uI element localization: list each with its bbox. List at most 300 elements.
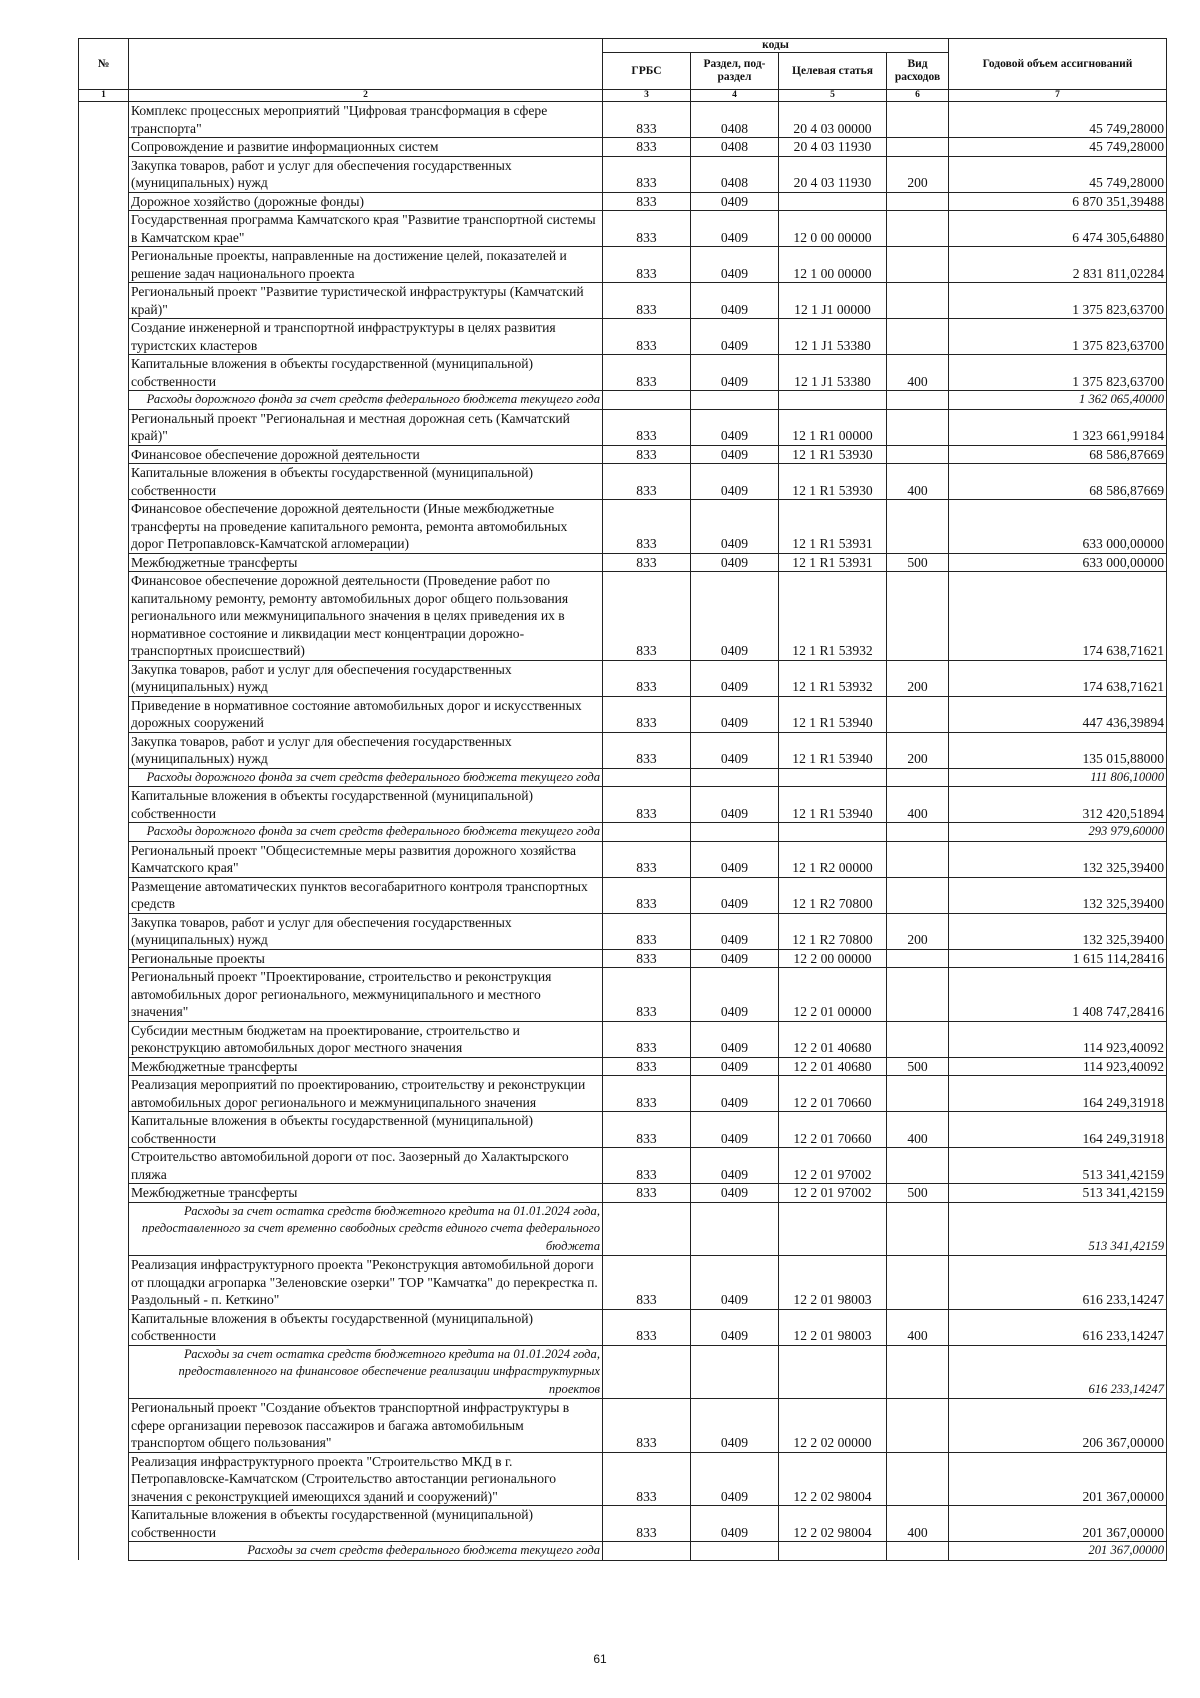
table-row [79, 1452, 1167, 1506]
col-number: 2 [129, 90, 603, 102]
amount-cell: 513 341,42159 [949, 1202, 1167, 1256]
expense-name: Региональный проект "Общесистемные меры развития дорожного хозяйства Камчатского края" [129, 841, 603, 877]
grbs-cell: 833 [603, 1148, 691, 1184]
grbs-cell [603, 768, 691, 787]
section-cell: 0409 [691, 192, 779, 211]
expense-name: Сопровождение и развитие информационных систем [129, 138, 603, 157]
num-cell [79, 787, 129, 823]
table-row [79, 949, 1167, 968]
header-section: Раздел, под-раздел [691, 53, 779, 90]
note-row [79, 823, 1167, 842]
num-cell [79, 768, 129, 787]
num-cell [79, 1256, 129, 1310]
grbs-cell: 833 [603, 247, 691, 283]
expense-name: Региональные проекты [129, 949, 603, 968]
num-cell [79, 1112, 129, 1148]
expense-name: Расходы дорожного фонда за счет средств федерального бюджета текущего года [129, 823, 603, 842]
amount-cell: 45 749,28000 [949, 156, 1167, 192]
section-cell: 0409 [691, 464, 779, 500]
target-cell: 12 1 R1 53932 [779, 572, 887, 661]
target-cell: 12 1 R1 53930 [779, 464, 887, 500]
target-cell: 12 1 00 00000 [779, 247, 887, 283]
num-cell [79, 409, 129, 445]
amount-cell: 174 638,71621 [949, 660, 1167, 696]
header-codes: коды [603, 39, 949, 53]
target-cell: 12 2 01 00000 [779, 968, 887, 1022]
table-row [79, 409, 1167, 445]
grbs-cell [603, 823, 691, 842]
section-cell: 0408 [691, 156, 779, 192]
section-cell: 0409 [691, 1309, 779, 1345]
num-cell [79, 696, 129, 732]
target-cell: 12 1 R2 00000 [779, 841, 887, 877]
header-kind: Вид расходов [887, 53, 949, 90]
section-cell [691, 768, 779, 787]
table-row [79, 1184, 1167, 1203]
kind-cell [887, 841, 949, 877]
target-cell [779, 1345, 887, 1399]
section-cell [691, 1345, 779, 1399]
target-cell: 12 2 02 00000 [779, 1399, 887, 1453]
grbs-cell: 833 [603, 409, 691, 445]
section-cell [691, 823, 779, 842]
expense-name: Расходы дорожного фонда за счет средств федерального бюджета текущего года [129, 768, 603, 787]
amount-cell: 447 436,39894 [949, 696, 1167, 732]
expense-name: Реализация инфраструктурного проекта "Строительство МКД в г. Петропавловске-Камчатском (Строительство автостанции регионального значения с реконструкцией имеющихся зданий и сооружений)" [129, 1452, 603, 1506]
table-row [79, 732, 1167, 768]
target-cell: 20 4 03 11930 [779, 138, 887, 157]
target-cell: 12 2 01 40680 [779, 1021, 887, 1057]
expense-name: Субсидии местным бюджетам на проектирование, строительство и реконструкцию автомобильных дорог местного значения [129, 1021, 603, 1057]
amount-cell: 1 615 114,28416 [949, 949, 1167, 968]
expense-name: Закупка товаров, работ и услуг для обеспечения государственных (муниципальных) нужд [129, 732, 603, 768]
section-cell: 0409 [691, 913, 779, 949]
num-cell [79, 968, 129, 1022]
column-numbers-row [79, 90, 1167, 102]
num-cell [79, 1148, 129, 1184]
expense-name: Межбюджетные трансферты [129, 1184, 603, 1203]
section-cell: 0409 [691, 1256, 779, 1310]
table-row [79, 1399, 1167, 1453]
header-row-1 [79, 39, 1167, 53]
col-number: 4 [691, 90, 779, 102]
grbs-cell: 833 [603, 572, 691, 661]
grbs-cell: 833 [603, 732, 691, 768]
amount-cell: 1 375 823,63700 [949, 283, 1167, 319]
target-cell: 12 1 R1 00000 [779, 409, 887, 445]
table-row [79, 1076, 1167, 1112]
amount-cell: 1 375 823,63700 [949, 319, 1167, 355]
kind-cell: 500 [887, 553, 949, 572]
amount-cell: 513 341,42159 [949, 1184, 1167, 1203]
grbs-cell: 833 [603, 913, 691, 949]
expense-name: Межбюджетные трансферты [129, 553, 603, 572]
note-row [79, 768, 1167, 787]
expense-name: Капитальные вложения в объекты государственной (муниципальной) собственности [129, 1506, 603, 1542]
col-number: 7 [949, 90, 1167, 102]
grbs-cell: 833 [603, 1309, 691, 1345]
table-row [79, 138, 1167, 157]
kind-cell [887, 1452, 949, 1506]
amount-cell: 174 638,71621 [949, 572, 1167, 661]
target-cell: 12 1 R1 53932 [779, 660, 887, 696]
section-cell [691, 1542, 779, 1561]
budget-table [78, 38, 1167, 1561]
amount-cell: 132 325,39400 [949, 877, 1167, 913]
amount-cell: 1 408 747,28416 [949, 968, 1167, 1022]
section-cell: 0409 [691, 283, 779, 319]
section-cell: 0409 [691, 445, 779, 464]
table-row [79, 968, 1167, 1022]
kind-cell [887, 1148, 949, 1184]
section-cell: 0408 [691, 138, 779, 157]
amount-cell: 201 367,00000 [949, 1506, 1167, 1542]
table-row [79, 211, 1167, 247]
num-cell [79, 102, 129, 138]
section-cell: 0409 [691, 319, 779, 355]
target-cell [779, 768, 887, 787]
section-cell [691, 1202, 779, 1256]
expense-name: Финансовое обеспечение дорожной деятельности (Проведение работ по капитальному ремонту, ремонту автомобильных дорог общего пользования регионального или межмуниципального значения в целях приведения их в нормативное состояние и ликвидации мест концентрации дорожно-транспортных происшествий) [129, 572, 603, 661]
num-cell [79, 1399, 129, 1453]
kind-cell [887, 1345, 949, 1399]
expense-name: Расходы за счет остатка средств бюджетного кредита на 01.01.2024 года, предоставленного на финансовое обеспечение реализации инфраструктурных проектов [129, 1345, 603, 1399]
grbs-cell: 833 [603, 211, 691, 247]
grbs-cell: 833 [603, 102, 691, 138]
amount-cell: 45 749,28000 [949, 102, 1167, 138]
section-cell: 0409 [691, 968, 779, 1022]
num-cell [79, 192, 129, 211]
num-cell [79, 500, 129, 554]
table-row [79, 247, 1167, 283]
target-cell: 12 1 J1 00000 [779, 283, 887, 319]
grbs-cell: 833 [603, 1057, 691, 1076]
grbs-cell: 833 [603, 283, 691, 319]
kind-cell [887, 1399, 949, 1453]
target-cell: 12 2 01 97002 [779, 1184, 887, 1203]
section-cell: 0409 [691, 247, 779, 283]
num-cell [79, 464, 129, 500]
grbs-cell: 833 [603, 138, 691, 157]
num-cell [79, 823, 129, 842]
num-cell [79, 1452, 129, 1506]
table-row [79, 445, 1167, 464]
num-cell [79, 1184, 129, 1203]
table-row [79, 572, 1167, 661]
kind-cell: 500 [887, 1184, 949, 1203]
kind-cell [887, 391, 949, 410]
section-cell: 0409 [691, 841, 779, 877]
expense-name: Комплекс процессных мероприятий "Цифровая трансформация в сфере транспорта" [129, 102, 603, 138]
num-cell [79, 1057, 129, 1076]
kind-cell [887, 877, 949, 913]
section-cell: 0409 [691, 1184, 779, 1203]
header-name [129, 39, 603, 90]
kind-cell [887, 768, 949, 787]
amount-cell: 633 000,00000 [949, 500, 1167, 554]
expense-name: Дорожное хозяйство (дорожные фонды) [129, 192, 603, 211]
num-cell [79, 1506, 129, 1542]
target-cell [779, 1202, 887, 1256]
grbs-cell: 833 [603, 787, 691, 823]
section-cell: 0409 [691, 660, 779, 696]
grbs-cell: 833 [603, 500, 691, 554]
grbs-cell: 833 [603, 1112, 691, 1148]
num-cell [79, 156, 129, 192]
num-cell [79, 841, 129, 877]
grbs-cell: 833 [603, 445, 691, 464]
target-cell: 12 1 R1 53940 [779, 787, 887, 823]
table-row [79, 102, 1167, 138]
grbs-cell: 833 [603, 841, 691, 877]
target-cell [779, 192, 887, 211]
amount-cell: 1 323 661,99184 [949, 409, 1167, 445]
target-cell: 12 1 R1 53930 [779, 445, 887, 464]
grbs-cell: 833 [603, 1506, 691, 1542]
num-cell [79, 1202, 129, 1256]
table-row [79, 283, 1167, 319]
num-cell [79, 211, 129, 247]
kind-cell [887, 968, 949, 1022]
amount-cell: 132 325,39400 [949, 913, 1167, 949]
section-cell: 0409 [691, 1021, 779, 1057]
kind-cell [887, 823, 949, 842]
kind-cell [887, 1542, 949, 1561]
section-cell: 0409 [691, 1399, 779, 1453]
kind-cell [887, 1076, 949, 1112]
kind-cell: 200 [887, 913, 949, 949]
section-cell: 0409 [691, 1148, 779, 1184]
amount-cell: 164 249,31918 [949, 1112, 1167, 1148]
kind-cell [887, 319, 949, 355]
amount-cell: 293 979,60000 [949, 823, 1167, 842]
kind-cell [887, 445, 949, 464]
num-cell [79, 572, 129, 661]
amount-cell: 135 015,88000 [949, 732, 1167, 768]
amount-cell: 164 249,31918 [949, 1076, 1167, 1112]
table-row [79, 355, 1167, 391]
expense-name: Приведение в нормативное состояние автомобильных дорог и искусственных дорожных сооружений [129, 696, 603, 732]
table-row [79, 913, 1167, 949]
kind-cell: 400 [887, 787, 949, 823]
expense-name: Региональный проект "Региональная и местная дорожная сеть (Камчатский край)" [129, 409, 603, 445]
num-cell [79, 391, 129, 410]
num-cell [79, 949, 129, 968]
note-row [79, 1202, 1167, 1256]
grbs-cell: 833 [603, 1076, 691, 1112]
section-cell: 0409 [691, 732, 779, 768]
grbs-cell: 833 [603, 1256, 691, 1310]
col-number: 5 [779, 90, 887, 102]
amount-cell: 111 806,10000 [949, 768, 1167, 787]
expense-name: Реализация инфраструктурного проекта "Реконструкция автомобильной дороги от площадки агропарка "Зеленовские озерки" ТОР "Камчатка" до перекрестка п. Раздольный - п. Кеткино" [129, 1256, 603, 1310]
section-cell: 0409 [691, 1506, 779, 1542]
note-row [79, 1345, 1167, 1399]
target-cell: 12 2 01 97002 [779, 1148, 887, 1184]
table-row [79, 319, 1167, 355]
expense-name: Размещение автоматических пунктов весогабаритного контроля транспортных средств [129, 877, 603, 913]
target-cell: 12 1 R1 53931 [779, 500, 887, 554]
section-cell: 0409 [691, 787, 779, 823]
amount-cell: 513 341,42159 [949, 1148, 1167, 1184]
amount-cell: 68 586,87669 [949, 464, 1167, 500]
num-cell [79, 553, 129, 572]
grbs-cell: 833 [603, 1399, 691, 1453]
target-cell: 12 1 R1 53940 [779, 732, 887, 768]
expense-name: Расходы за счет средств федерального бюджета текущего года [129, 1542, 603, 1561]
grbs-cell: 833 [603, 949, 691, 968]
section-cell: 0409 [691, 1057, 779, 1076]
section-cell: 0409 [691, 553, 779, 572]
table-row [79, 660, 1167, 696]
table-row [79, 553, 1167, 572]
amount-cell: 616 233,14247 [949, 1345, 1167, 1399]
amount-cell: 2 831 811,02284 [949, 247, 1167, 283]
kind-cell: 400 [887, 1112, 949, 1148]
table-row [79, 1148, 1167, 1184]
amount-cell: 1 375 823,63700 [949, 355, 1167, 391]
kind-cell [887, 500, 949, 554]
grbs-cell [603, 1542, 691, 1561]
kind-cell [887, 1202, 949, 1256]
expense-name: Государственная программа Камчатского края "Развитие транспортной системы в Камчатском крае" [129, 211, 603, 247]
grbs-cell: 833 [603, 968, 691, 1022]
amount-cell: 132 325,39400 [949, 841, 1167, 877]
kind-cell [887, 949, 949, 968]
table-row [79, 696, 1167, 732]
kind-cell [887, 138, 949, 157]
expense-name: Капитальные вложения в объекты государственной (муниципальной) собственности [129, 1112, 603, 1148]
grbs-cell: 833 [603, 464, 691, 500]
expense-name: Капитальные вложения в объекты государственной (муниципальной) собственности [129, 787, 603, 823]
section-cell [691, 391, 779, 410]
target-cell: 20 4 03 00000 [779, 102, 887, 138]
num-cell [79, 1345, 129, 1399]
target-cell [779, 823, 887, 842]
target-cell: 20 4 03 11930 [779, 156, 887, 192]
amount-cell: 201 367,00000 [949, 1452, 1167, 1506]
section-cell: 0409 [691, 355, 779, 391]
grbs-cell: 833 [603, 877, 691, 913]
grbs-cell: 833 [603, 660, 691, 696]
target-cell: 12 2 02 98004 [779, 1506, 887, 1542]
section-cell: 0409 [691, 409, 779, 445]
num-cell [79, 877, 129, 913]
kind-cell: 500 [887, 1057, 949, 1076]
num-cell [79, 1542, 129, 1561]
table-row [79, 464, 1167, 500]
target-cell [779, 391, 887, 410]
amount-cell: 312 420,51894 [949, 787, 1167, 823]
num-cell [79, 138, 129, 157]
target-cell: 12 1 R2 70800 [779, 913, 887, 949]
kind-cell [887, 192, 949, 211]
table-row [79, 841, 1167, 877]
expense-name: Капитальные вложения в объекты государственной (муниципальной) собственности [129, 464, 603, 500]
target-cell: 12 2 01 70660 [779, 1076, 887, 1112]
target-cell: 12 2 02 98004 [779, 1452, 887, 1506]
amount-cell: 633 000,00000 [949, 553, 1167, 572]
kind-cell [887, 696, 949, 732]
num-cell [79, 732, 129, 768]
kind-cell: 400 [887, 1309, 949, 1345]
kind-cell [887, 1256, 949, 1310]
num-cell [79, 319, 129, 355]
grbs-cell: 833 [603, 553, 691, 572]
section-cell: 0409 [691, 696, 779, 732]
target-cell: 12 2 01 70660 [779, 1112, 887, 1148]
expense-name: Капитальные вложения в объекты государственной (муниципальной) собственности [129, 355, 603, 391]
kind-cell [887, 247, 949, 283]
expense-name: Создание инженерной и транспортной инфраструктуры в целях развития туристских кластеров [129, 319, 603, 355]
amount-cell: 1 362 065,40000 [949, 391, 1167, 410]
kind-cell: 400 [887, 464, 949, 500]
grbs-cell: 833 [603, 1184, 691, 1203]
kind-cell [887, 409, 949, 445]
grbs-cell [603, 1202, 691, 1256]
grbs-cell: 833 [603, 1452, 691, 1506]
num-cell [79, 1076, 129, 1112]
grbs-cell: 833 [603, 696, 691, 732]
amount-cell: 45 749,28000 [949, 138, 1167, 157]
expense-name: Капитальные вложения в объекты государственной (муниципальной) собственности [129, 1309, 603, 1345]
expense-name: Расходы дорожного фонда за счет средств федерального бюджета текущего года [129, 391, 603, 410]
table-row [79, 1309, 1167, 1345]
note-row [79, 391, 1167, 410]
num-cell [79, 283, 129, 319]
expense-name: Межбюджетные трансферты [129, 1057, 603, 1076]
kind-cell [887, 102, 949, 138]
amount-cell: 114 923,40092 [949, 1021, 1167, 1057]
section-cell: 0409 [691, 1076, 779, 1112]
table-row [79, 1506, 1167, 1542]
target-cell: 12 1 J1 53380 [779, 319, 887, 355]
header-grbs: ГРБС [603, 53, 691, 90]
grbs-cell: 833 [603, 156, 691, 192]
note-row [79, 1542, 1167, 1561]
kind-cell [887, 211, 949, 247]
expense-name: Реализация мероприятий по проектированию, строительству и реконструкции автомобильных дорог регионального и межмуниципального значения [129, 1076, 603, 1112]
expense-name: Строительство автомобильной дороги от пос. Заозерный до Халактырского пляжа [129, 1148, 603, 1184]
num-cell [79, 1021, 129, 1057]
target-cell: 12 2 01 98003 [779, 1256, 887, 1310]
amount-cell: 616 233,14247 [949, 1256, 1167, 1310]
table-row [79, 192, 1167, 211]
grbs-cell: 833 [603, 355, 691, 391]
expense-name: Региональный проект "Проектирование, строительство и реконструкция автомобильных дорог регионального, межмуниципального и местного значения" [129, 968, 603, 1022]
expense-name: Закупка товаров, работ и услуг для обеспечения государственных (муниципальных) нужд [129, 156, 603, 192]
grbs-cell [603, 391, 691, 410]
table-row [79, 1021, 1167, 1057]
table-row [79, 877, 1167, 913]
section-cell: 0409 [691, 572, 779, 661]
num-cell [79, 445, 129, 464]
kind-cell: 200 [887, 732, 949, 768]
num-cell [79, 1309, 129, 1345]
amount-cell: 6 870 351,39488 [949, 192, 1167, 211]
expense-name: Закупка товаров, работ и услуг для обеспечения государственных (муниципальных) нужд [129, 660, 603, 696]
col-number: 6 [887, 90, 949, 102]
section-cell: 0408 [691, 102, 779, 138]
expense-name: Региональные проекты, направленные на достижение целей, показателей и решение задач национального проекта [129, 247, 603, 283]
expense-name: Финансовое обеспечение дорожной деятельности [129, 445, 603, 464]
section-cell: 0409 [691, 1112, 779, 1148]
num-cell [79, 660, 129, 696]
table-row [79, 500, 1167, 554]
section-cell: 0409 [691, 1452, 779, 1506]
section-cell: 0409 [691, 500, 779, 554]
target-cell: 12 2 01 40680 [779, 1057, 887, 1076]
